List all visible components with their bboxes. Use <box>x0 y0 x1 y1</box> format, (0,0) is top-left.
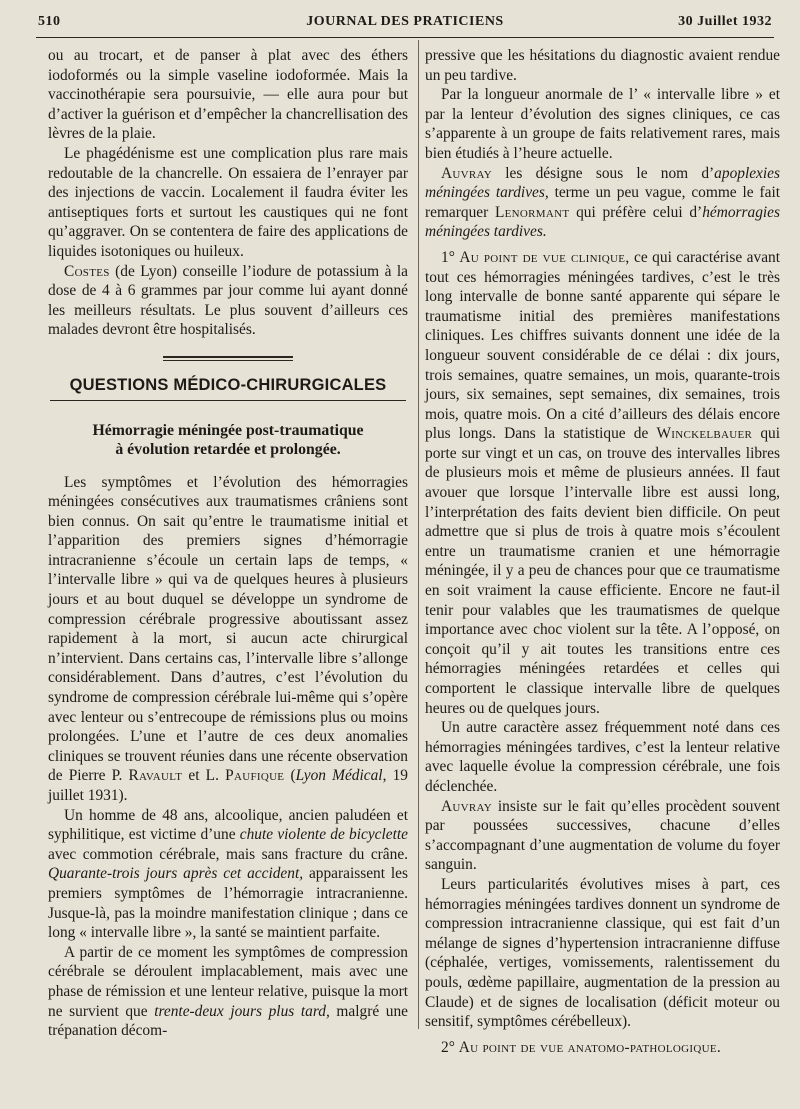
page-number: 510 <box>38 14 61 29</box>
emphasis: chute violente de bicyclette <box>239 826 408 844</box>
section-separator <box>48 356 408 364</box>
paragraph: pressive que les hésitations du diagnostic avaient rendue un peu tardive. <box>425 47 780 84</box>
section-rule <box>50 400 406 401</box>
paragraph-text: , 19 juillet 1931). <box>48 767 408 804</box>
column-divider <box>418 40 419 1029</box>
paragraph <box>425 797 780 875</box>
header-rule <box>36 37 774 38</box>
paragraph <box>425 248 780 718</box>
author-name: Costes <box>64 262 110 280</box>
subsection-heading: Au point de vue anatomo-pathologique. <box>458 1038 721 1056</box>
paragraph <box>425 164 780 242</box>
paragraph-text: ( <box>284 767 296 785</box>
paragraph <box>48 943 408 1041</box>
emphasis: Quarante-trois jours après cet accident, <box>48 865 304 883</box>
paragraph-text: avec commotion cérébrale, mais sans fracture du crâne. <box>48 845 408 863</box>
paragraph-text: (de Lyon) conseille l’iodure de potassium à la dose de 4 à 6 grammes par jour comme lui ayant donné les meilleurs résultats. Le plus souvent d’ailleurs ces malades devront être hospitalisés. <box>48 262 408 339</box>
paragraph-text: terme un peu vague, comme le fait remarquer <box>425 184 781 221</box>
paragraph <box>425 1038 780 1058</box>
author-name: Auvray <box>441 164 493 182</box>
paragraph-text: A partir de ce moment les symptômes de compression cérébrale se déroulent implacablement, mais avec une phase de rémission et une lenteur relative, puisque la mort ne survient que <box>48 943 408 1020</box>
paragraph: Leurs particularités évolutives mises à part, ces hémorragies méningées tardives donnent un syndrome de compression intracranienne classique, qui est fait d’un mélange de signes d’hypertension intracranienne diffuse (céphalée, vertiges, vomissements, ralentissement du pouls, œdème papillaire, augmentation de la pression au Claude) et de signes de localisation (déficit moteur ou sensitif, symptômes cérébelleux). <box>425 875 780 1031</box>
paragraph <box>48 473 408 806</box>
subsection-heading: Au point de vue clinique, <box>459 248 630 266</box>
article-title <box>48 421 408 459</box>
subsection-number: 2° <box>441 1038 459 1056</box>
author-name: Auvray <box>441 797 493 815</box>
subsection-number: 1° <box>441 248 460 266</box>
paragraph-text: qui préfère celui d’ <box>569 203 703 221</box>
paragraph-text: qui porte sur vingt et un cas, on trouve des intervalles libres de plusieurs mois et même de plusieurs années. Il faut avouer que lorsque l’intervalle libre est aussi long, l’interprétation des faits devient bien difficile. On peut admettre que si plus de trois à quatre mois s’écoulent entre un traumatisme cranien et une hémorragie méningée, il y a peu de chances pour que ce traumatisme en soit vraiment la cause efficiente. Encore ne faut-il tenir pour valables que les traumatismes de quelque importance avec choc violent sur la tête. A l’opposé, on conçoit qu’il y ait toutes les transitions entre ces hémorragies méningées retardées et celles qui comportent le classique intervalle libre de quelques heures ou de quelques jours. <box>425 425 781 717</box>
paragraph-text: Un homme de 48 ans, alcoolique, ancien paludéen et syphilitique, est victime d’une <box>48 806 408 844</box>
author-name: Lenormant <box>494 203 570 221</box>
paragraph: ou au trocart, et de panser à plat avec des éthers iodoformés ou la simple vaseline iodoformée. Mais la vaccinothérapie sera poursuivie, — elle aura pour but d’activer la guérison et d’empêcher la chancrellisation des lèvres de la plaie. <box>48 47 408 143</box>
paragraph-text: ce qui caractérise avant tout ces hémorragies méningées tardives, c’est le très long intervalle de bonne santé apparente qui sépare le traumatisme initial des premières manifestations cliniques. Les chiffres suivants donnent une idée de la longueur souvent considérable de ce délai : dix jours, trois semaines, quatre semaines, un mois, quarante-trois jours, six semaines, sept semaines, dix semaines, trois mois, quatre mois. On a cité d’ailleurs des délais encore plus longs. Dans la statistique de <box>425 248 780 443</box>
paragraph-text: apparaissent les premiers symptômes de l’hémorragie intracranienne. Jusque-là, pas la moindre manifestation clinique ; dans ce long « intervalle libre », la santé se maintient parfaite. <box>48 865 408 942</box>
page-header <box>38 14 772 36</box>
paragraph <box>48 262 408 340</box>
emphasis: apoplexies méningées tardives, <box>425 164 780 202</box>
journal-citation: Lyon Médical <box>295 767 383 785</box>
section-title: QUESTIONS MÉDICO-CHIRURGICALES <box>69 375 387 394</box>
author-name: Ravault <box>128 767 183 785</box>
article-title-line: Hémorragie méningée post-traumatique <box>92 421 364 439</box>
paragraph <box>48 806 408 943</box>
journal-title: JOURNAL DES PRATICIENS <box>306 14 504 29</box>
right-column <box>425 46 780 1057</box>
paragraph: Un autre caractère assez fréquemment noté dans ces hémorragies méningées tardives, c’est la lenteur relative avec laquelle évolue la compression cérébrale, une fois déclenchée. <box>425 719 780 795</box>
issue-date: 30 Juillet 1932 <box>678 14 772 29</box>
article-title-line: à évolution retardée et prolongée. <box>115 440 341 458</box>
paragraph-text: insiste sur le fait qu’elles procèdent souvent par poussées successives, chacune d’elles s’accompagnant d’une augmentation de volume du foyer sanguin. <box>425 797 780 874</box>
paragraph-text: les désigne sous le nom d’ <box>492 164 715 182</box>
paragraph-text: et L. <box>182 767 226 785</box>
author-name: Winckelbauer <box>656 425 753 443</box>
paragraph: Le phagédénisme est une complication plus rare mais redoutable de la chancrelle. On essaiera de l’enrayer par des injections de vaccin. Localement il faudra éviter les antiseptiques forts et surtout les caustiques qui ne font qu’aggraver. On se contentera de faire des applications de liquides isotoniques ou huileux. <box>48 144 408 260</box>
author-name: Paufique <box>225 767 285 785</box>
left-column <box>48 46 408 1041</box>
paragraph-text: Les symptômes et l’évolution des hémorragies méningées consécutives aux traumatismes crâniens sont bien connus. On sait qu’entre le traumatisme initial et l’apparition des premiers signes d’hémorragie intracranienne s’écoule un certain laps de temps, « l’intervalle libre » qui va de quelques heures à plusieurs jours et au bout duquel se développe un syndrome de compression cérébrale progressive aboutissant assez rapidement à la mort, si aucun acte chirurgical n’intervient. Dans certains cas, l’intervalle libre s’allonge considérablement. Dans d’autres, c’est l’évolution du syndrome de compression cérébrale lui-même qui s’opère avec lenteur ou s’entrecoupe de rémissions plus ou moins prolongées. L’une et l’autre de ces deux anomalies cliniques se trouvent réunies dans une récente observation de Pierre P. <box>48 473 408 785</box>
paragraph-text: malgré une trépanation décom- <box>48 1002 409 1040</box>
emphasis: hémorragies méningées tardives. <box>425 203 780 241</box>
paragraph: Par la longueur anormale de l’ « intervalle libre » et par la lenteur d’évolution des signes cliniques, ce cas s’apparente à un groupe de faits relativement rares, mais bien étudiés à l’heure actuelle. <box>425 86 780 162</box>
emphasis: trente-deux jours plus tard, <box>154 1002 330 1020</box>
